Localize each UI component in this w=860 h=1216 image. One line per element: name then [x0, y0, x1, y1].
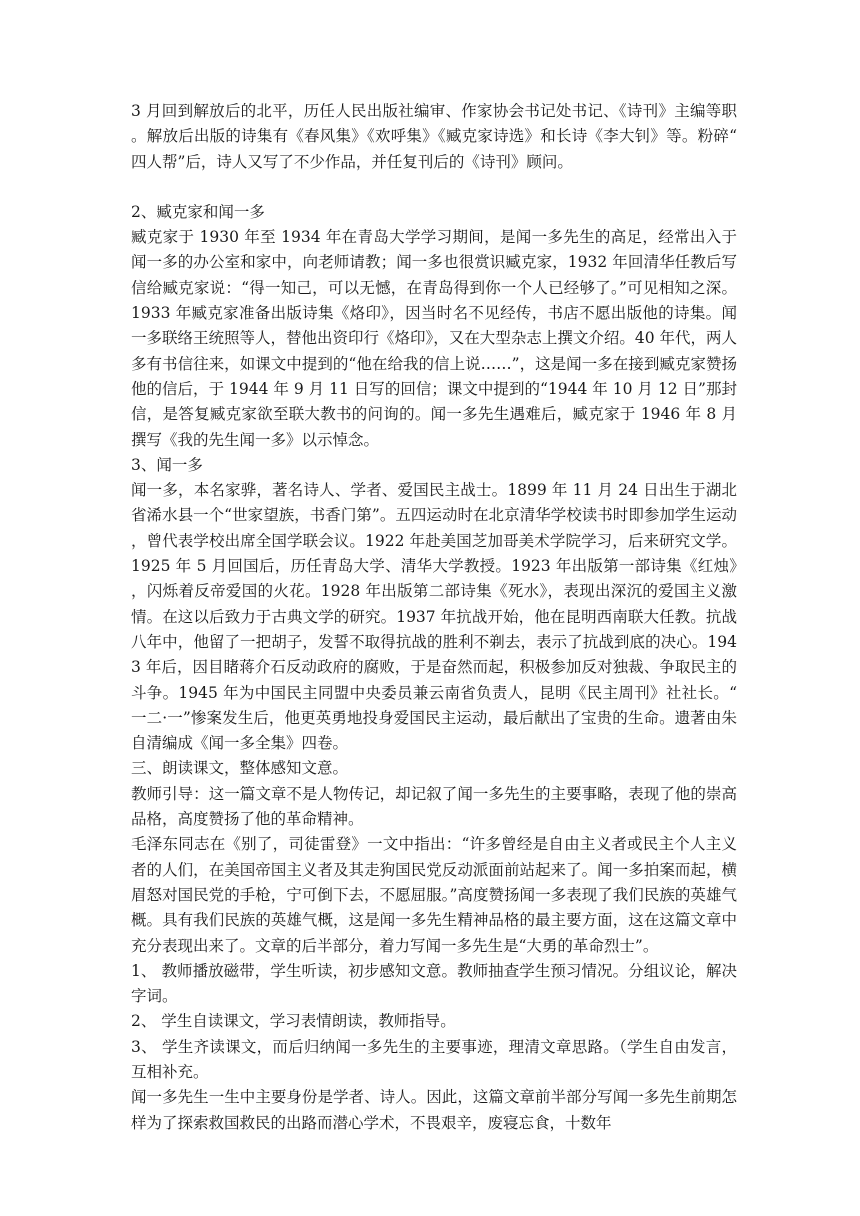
paragraph-spacer — [131, 175, 737, 200]
paragraph-wen-yiduo-bio: 闻一多，本名家骅，著名诗人、学者、爱国民主战士。1899 年 11 月 24 日出生于湖北省浠水县一个“世家望族，书香门第”。五四运动时在北京清华学校读书时即参加学生运动，曾代表学校出席全国学联会议。1922 年赴美国芝加哥美术学院学习，后来研究文学。1925 年 5 月回国后，历任青岛大学、清华大学教授。1923 年出版第一部诗集《红烛》，闪烁着反帝爱国的火花。1928 年出版第二部诗集《死水》，表现出深沉的爱国主义激情。在这以后致力于古典文学的研究。1937 年抗战开始，他在昆明西南联大任教。抗战八年中，他留了一把胡子，发誓不取得抗战的胜利不剃去，表示了抗战到底的决心。1943 年后，因目睹蒋介石反动政府的腐败，于是奋然而起，积极参加反对独裁、争取民主的斗争。1945 年为中国民主同盟中央委员兼云南省负责人，昆明《民主周刊》社社长。“一二·一”惨案发生后，他更英勇地投身爱国民主运动，最后献出了宝贵的生命。遗著由朱自清编成《闻一多全集》四卷。 — [131, 481, 737, 753]
list-item-step-1: 1、 教师播放磁带，学生听读，初步感知文意。教师抽查学生预习情况。分组议论，解决字词。 — [131, 961, 737, 1006]
paragraph-summary: 闻一多先生一生中主要身份是学者、诗人。因此，这篇文章前半部分写闻一多先生前期怎样为了探索救国救民的出路而潜心学术，不畏艰辛，废寝忘食，十数年 — [131, 1088, 737, 1132]
paragraph-zang-and-wen: 臧克家于 1930 年至 1934 年在青岛大学学习期间，是闻一多先生的高足，经常出入于闻一多的办公室和家中，向老师请教；闻一多也很赏识臧克家，1932 年回清华任教后写信给臧克家说：“得一知己，可以无憾，在青岛得到你一个人已经够了。”可见相知之深。1933 年臧克家准备出版诗集《烙印》，因当时名不见经传，书店不愿出版他的诗集。闻一多联络王统照等人，替他出资印行《烙印》，又在大型杂志上撰文介绍。40 年代，两人多有书信往来，如课文中提到的“他在给我的信上说……”，这是闻一多在接到臧克家赞扬他的信后，于 1944 年 9 月 11 日写的回信；课文中提到的“1944 年 10 月 12 日”那封信，是答复臧克家欲至联大教书的问询的。闻一多先生遇难后，臧克家于 1946 年 8 月撰写《我的先生闻一多》以示悼念。 — [131, 228, 737, 449]
section-heading-zang-and-wen: 2、臧克家和闻一多 — [131, 202, 265, 221]
section-heading-wen-yiduo: 3、闻一多 — [131, 455, 203, 474]
paragraph-teacher-guide: 教师引导：这一篇文章不是人物传记，却记叙了闻一多先生的主要事略，表现了他的崇高品格，高度赞扬了他的革命精神。 — [131, 784, 737, 829]
document-page — [131, 99, 737, 1136]
paragraph-mao-quote: 毛泽东同志在《别了，司徒雷登》一文中指出：“许多曾经是自由主义者或民主个人主义者的人们，在美国帝国主义者及其走狗国民党反动派面前站起来了。闻一多拍案而起，横眉怒对国民党的手枪，宁可倒下去，不愿屈服。”高度赞扬闻一多表现了我们民族的英雄气概。具有我们民族的英雄气概，这是闻一多先生精神品格的最主要方面，这在这篇文章中充分表现出来了。文章的后半部分，着力写闻一多先生是“大勇的革命烈士”。 — [131, 835, 737, 955]
list-item-step-2: 2、 学生自读课文，学习表情朗读，教师指导。 — [131, 1012, 456, 1031]
list-item-step-3: 3、 学生齐读课文，而后归纳闻一多先生的主要事迹，理清文章思路。（学生自由发言，互相补充。 — [131, 1037, 737, 1081]
section-heading-reading: 三、朗读课文，整体感知文意。 — [131, 759, 349, 778]
paragraph-bio-continuation: 3 月回到解放后的北平，历任人民出版社编审、作家协会书记处书记、《诗刊》主编等职。解放后出版的诗集有《春风集》《欢呼集》《臧克家诗选》和长诗《李大钊》等。粉碎“四人帮”后，诗人又写了不少作品，并任复刊后的《诗刊》顾问。 — [131, 102, 737, 171]
